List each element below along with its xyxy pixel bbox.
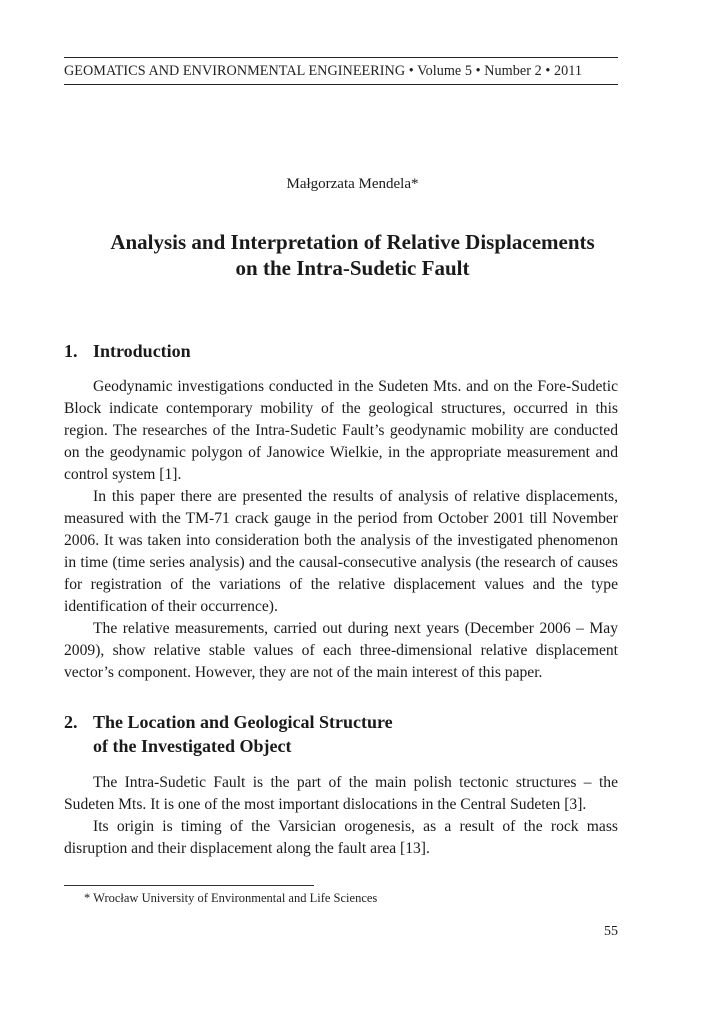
section-1-body <box>64 376 618 684</box>
section-2-paragraph-1: The Intra-Sudetic Fault is the part of the main polish tectonic structures – the Sudeten Mts. It is one of the most important dislocations in the Central Sudeten [3]. <box>64 774 618 813</box>
page-number: 55 <box>604 924 618 939</box>
section-1-title: Introduction <box>93 341 191 361</box>
section-1-paragraph-3: The relative measurements, carried out during next years (December 2006 – May 2009), show relative stable values of each three-dimensional relative displacement vector’s component. However, they are not of the main interest of this paper. <box>64 620 618 681</box>
section-2-number: 2. <box>64 712 78 732</box>
author-name: Małgorzata Mendela* <box>286 176 419 192</box>
section-2-title-line-1: The Location and Geological Structure <box>93 712 393 732</box>
section-2-body <box>64 772 618 860</box>
section-1-paragraph-1: Geodynamic investigations conducted in the Sudeten Mts. and on the Fore-Sudetic Block indicate contemporary mobility of the geological structures, occurred in this region. The researches of the Intra-Sudetic Fault’s geodynamic mobility are conducted on the geodynamic polygon of Janowice Wielkie, in the appropriate measurement and control system [1]. <box>64 378 618 483</box>
paper-title-line-1: Analysis and Interpretation of Relative Displacements <box>110 230 595 254</box>
journal-header: GEOMATICS AND ENVIRONMENTAL ENGINEERING • Volume 5 • Number 2 • 2011 <box>64 63 583 79</box>
section-1-paragraph-2: In this paper there are presented the results of analysis of relative displacements, measured with the TM-71 crack gauge in the period from October 2001 till November 2006. It was taken into consideration both the analysis of the investigated phenomenon in time (time series analysis) and the causal-consecutive analysis (the research of causes for registration of the variations of the relative displacement values and the type identification of their occurrence). <box>64 488 618 615</box>
section-2-heading <box>64 710 393 758</box>
header-top-rule <box>64 57 618 58</box>
section-2-paragraph-2: Its origin is timing of the Varsician orogenesis, as a result of the rock mass disruption and their displacement along the fault area [13]. <box>64 818 618 857</box>
paper-title-line-2: on the Intra-Sudetic Fault <box>235 256 470 280</box>
section-1-number: 1. <box>64 341 78 361</box>
footnote: * Wrocław University of Environmental and Life Sciences <box>84 891 378 905</box>
paper-title <box>40 229 665 281</box>
section-1-heading <box>64 339 191 363</box>
footnote-rule <box>64 885 314 886</box>
header-bottom-rule <box>64 84 618 85</box>
section-2-title-line-2: of the Investigated Object <box>93 736 292 756</box>
